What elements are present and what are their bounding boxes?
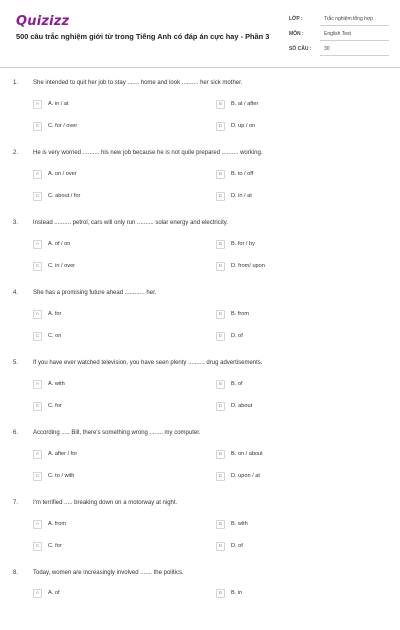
option-letter-box: C bbox=[33, 472, 42, 481]
option-letter-box: A bbox=[33, 100, 42, 109]
option-letter-box: D bbox=[216, 472, 225, 481]
option-c[interactable] bbox=[33, 332, 193, 342]
question-3 bbox=[0, 220, 400, 280]
option-b[interactable] bbox=[216, 100, 376, 110]
header-divider bbox=[0, 67, 400, 68]
meta-subject-label: MÔN : bbox=[289, 31, 304, 37]
meta-class bbox=[289, 16, 389, 28]
option-letter-box: D bbox=[216, 332, 225, 341]
meta-class-label: LỚP : bbox=[289, 16, 303, 22]
question-7 bbox=[0, 500, 400, 560]
option-letter-box: D bbox=[216, 122, 225, 131]
option-letter-box: B bbox=[216, 450, 225, 459]
option-a[interactable] bbox=[33, 520, 193, 530]
option-text: D. of bbox=[231, 333, 243, 339]
question-text: I'm terrified ..... breaking down on a motorway at night. bbox=[33, 500, 178, 506]
option-text: A. of bbox=[48, 590, 60, 596]
document-header bbox=[0, 0, 400, 70]
option-letter-box: A bbox=[33, 520, 42, 529]
question-text: She has a promising future ahead ............ her. bbox=[33, 290, 157, 296]
option-c[interactable] bbox=[33, 192, 193, 202]
option-b[interactable] bbox=[216, 450, 376, 460]
option-text: B. of bbox=[231, 381, 243, 387]
meta-count-label: SỐ CÂU : bbox=[289, 46, 312, 52]
document-title: 500 câu trắc nghiệm giới từ trong Tiếng Anh có đáp án cực hay - Phần 3 bbox=[16, 32, 270, 41]
option-text: B. to / off bbox=[231, 171, 254, 177]
option-a[interactable] bbox=[33, 310, 193, 320]
meta-subject-value: English Test bbox=[324, 31, 351, 37]
question-number: 2. bbox=[13, 150, 19, 156]
option-letter-box: D bbox=[216, 262, 225, 271]
option-text: B. on / about bbox=[231, 451, 263, 457]
question-number: 6. bbox=[13, 430, 19, 436]
question-text: She intended to quit her job to stay ....... home and look .......... her sick mother. bbox=[33, 80, 243, 86]
option-text: A. with bbox=[48, 381, 65, 387]
option-d[interactable] bbox=[216, 332, 376, 342]
option-text: C. for bbox=[48, 403, 62, 409]
option-text: D. in / at bbox=[231, 193, 252, 199]
option-a[interactable] bbox=[33, 170, 193, 180]
question-number: 3. bbox=[13, 220, 19, 226]
option-text: C. for / over bbox=[48, 123, 78, 129]
option-text: C. to / with bbox=[48, 473, 75, 479]
option-letter-box: D bbox=[216, 402, 225, 411]
question-1 bbox=[0, 80, 400, 140]
question-number: 8. bbox=[13, 570, 19, 576]
option-letter-box: B bbox=[216, 240, 225, 249]
option-c[interactable] bbox=[33, 402, 193, 412]
option-letter-box: C bbox=[33, 402, 42, 411]
option-text: B. from bbox=[231, 311, 250, 317]
option-text: A. from bbox=[48, 521, 67, 527]
meta-divider bbox=[320, 40, 389, 41]
option-a[interactable] bbox=[33, 100, 193, 110]
option-b[interactable] bbox=[216, 240, 376, 250]
option-letter-box: B bbox=[216, 520, 225, 529]
option-text: C. on bbox=[48, 333, 62, 339]
question-5 bbox=[0, 360, 400, 420]
option-text: A. for bbox=[48, 311, 62, 317]
option-a[interactable] bbox=[33, 450, 193, 460]
option-text: A. after / for bbox=[48, 451, 78, 457]
option-letter-box: A bbox=[33, 450, 42, 459]
meta-divider bbox=[320, 55, 389, 56]
option-letter-box: C bbox=[33, 332, 42, 341]
question-number: 5. bbox=[13, 360, 19, 366]
question-number: 7. bbox=[13, 500, 19, 506]
option-d[interactable] bbox=[216, 542, 376, 552]
option-text: B. at / after bbox=[231, 101, 259, 107]
quizizz-logo: Quizizz bbox=[16, 14, 70, 29]
option-letter-box: C bbox=[33, 542, 42, 551]
option-b[interactable] bbox=[216, 380, 376, 390]
option-letter-box: A bbox=[33, 589, 42, 598]
option-a[interactable] bbox=[33, 380, 193, 390]
option-letter-box: B bbox=[216, 100, 225, 109]
option-d[interactable] bbox=[216, 262, 376, 272]
question-6 bbox=[0, 430, 400, 490]
option-d[interactable] bbox=[216, 192, 376, 202]
option-letter-box: B bbox=[216, 589, 225, 598]
option-text: C. for bbox=[48, 543, 62, 549]
option-text: D. about bbox=[231, 403, 253, 409]
option-b[interactable] bbox=[216, 520, 376, 530]
option-text: A. in / at bbox=[48, 101, 69, 107]
question-text: He is very worried .......... his new job because he is not quite prepared .......... working. bbox=[33, 150, 263, 156]
option-text: A. on / over bbox=[48, 171, 77, 177]
option-c[interactable] bbox=[33, 542, 193, 552]
question-text: Instead .......... petrol, cars will only run .......... solar energy and electricity. bbox=[33, 220, 228, 226]
question-4 bbox=[0, 290, 400, 350]
option-text: D. from/ upon bbox=[231, 263, 265, 269]
question-text: According ..... Bill, there's something wrong ........ my computer. bbox=[33, 430, 201, 436]
meta-count-value: 30 bbox=[324, 46, 330, 52]
question-text: If you have ever watched television, you have seen plenty .......... drug advertisements. bbox=[33, 360, 263, 366]
question-number: 1. bbox=[13, 80, 19, 86]
option-text: D. of bbox=[231, 543, 243, 549]
question-text: Today, women are increasingly involved ....... the politics. bbox=[33, 570, 184, 576]
option-letter-box: D bbox=[216, 542, 225, 551]
option-c[interactable] bbox=[33, 122, 193, 132]
option-letter-box: A bbox=[33, 310, 42, 319]
option-letter-box: A bbox=[33, 170, 42, 179]
meta-subject bbox=[289, 31, 389, 43]
option-b[interactable] bbox=[216, 310, 376, 320]
option-c[interactable] bbox=[33, 472, 193, 482]
option-a[interactable] bbox=[33, 589, 193, 599]
question-8 bbox=[0, 570, 400, 630]
option-text: A. of / on bbox=[48, 241, 71, 247]
option-d[interactable] bbox=[216, 472, 376, 482]
meta-divider bbox=[320, 25, 389, 26]
meta-class-value: Trắc nghiệm tổng hợp bbox=[324, 16, 373, 22]
option-letter-box: C bbox=[33, 122, 42, 131]
option-a[interactable] bbox=[33, 240, 193, 250]
option-b[interactable] bbox=[216, 170, 376, 180]
option-letter-box: A bbox=[33, 240, 42, 249]
option-letter-box: B bbox=[216, 380, 225, 389]
option-text: C. about / for bbox=[48, 193, 81, 199]
option-text: D. up / on bbox=[231, 123, 256, 129]
question-number: 4. bbox=[13, 290, 19, 296]
option-b[interactable] bbox=[216, 589, 376, 599]
question-2 bbox=[0, 150, 400, 210]
option-letter-box: C bbox=[33, 262, 42, 271]
option-text: B. for / by bbox=[231, 241, 255, 247]
option-letter-box: C bbox=[33, 192, 42, 201]
option-text: B. with bbox=[231, 521, 248, 527]
option-letter-box: A bbox=[33, 380, 42, 389]
option-text: B. in bbox=[231, 590, 243, 596]
option-d[interactable] bbox=[216, 122, 376, 132]
meta-count bbox=[289, 46, 389, 58]
option-letter-box: B bbox=[216, 170, 225, 179]
option-letter-box: D bbox=[216, 192, 225, 201]
option-letter-box: B bbox=[216, 310, 225, 319]
option-text: D. upon / at bbox=[231, 473, 260, 479]
option-c[interactable] bbox=[33, 262, 193, 272]
option-text: C. in / over bbox=[48, 263, 76, 269]
option-d[interactable] bbox=[216, 402, 376, 412]
